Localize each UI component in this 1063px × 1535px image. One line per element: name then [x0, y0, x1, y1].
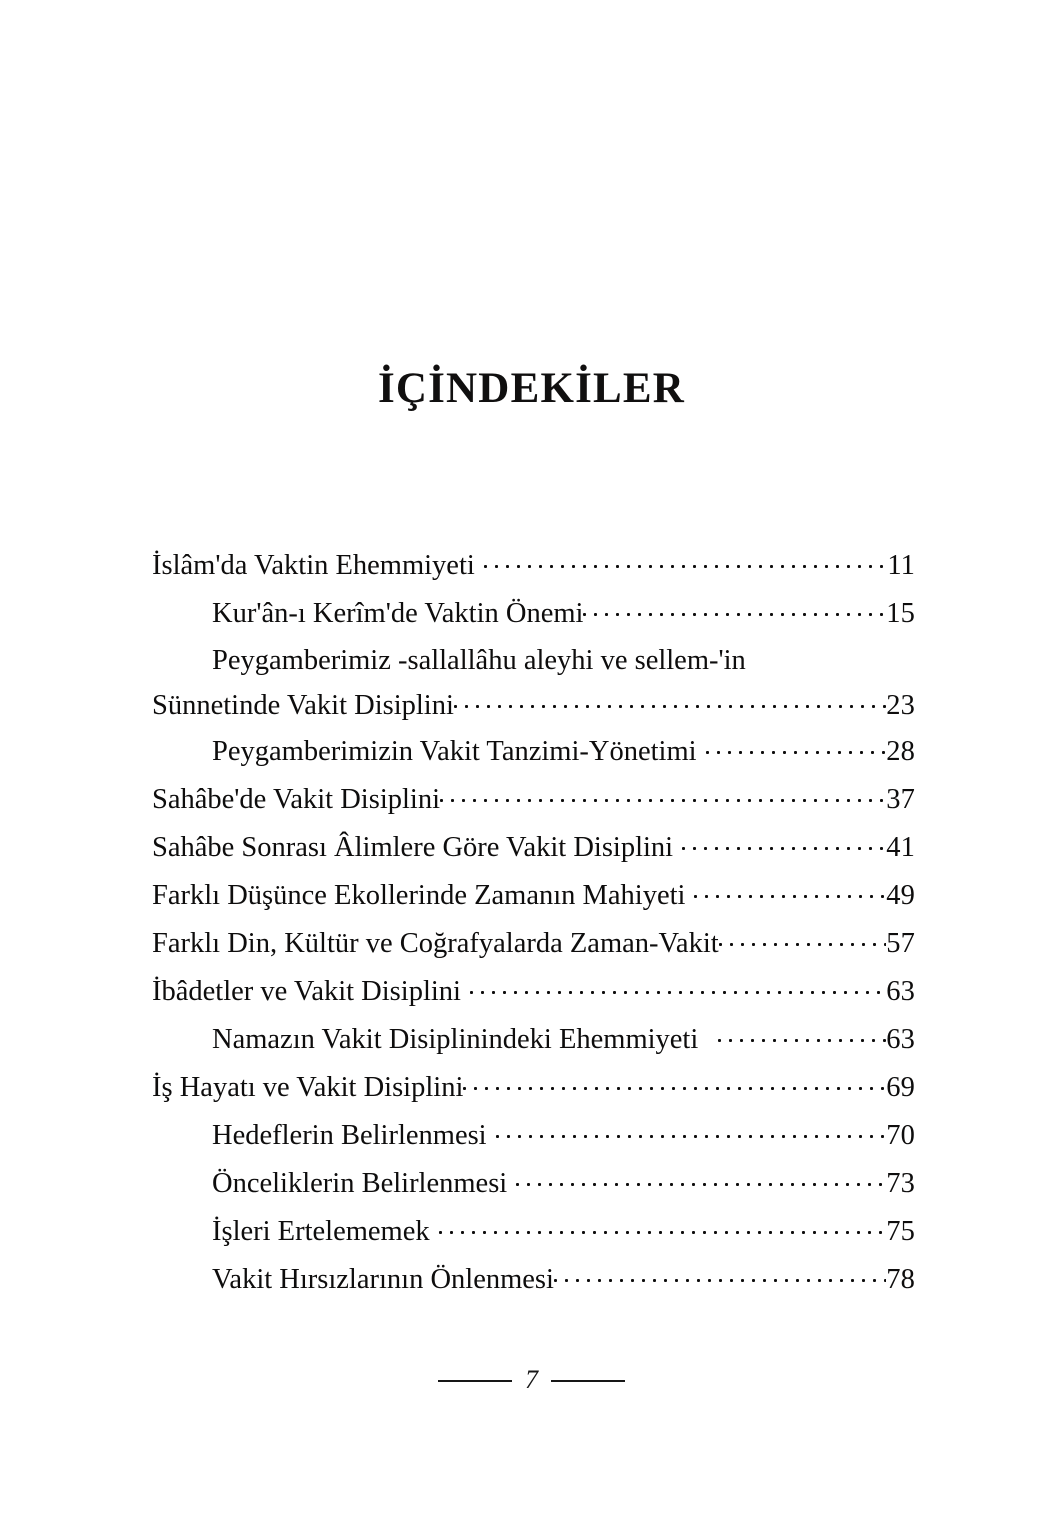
toc-entry[interactable]	[152, 638, 915, 728]
toc-entry[interactable]	[152, 968, 915, 1016]
dot-leader	[470, 972, 886, 1001]
toc-entry-page-number: 41	[886, 832, 915, 863]
toc-entry-page-number: 69	[886, 1072, 915, 1103]
toc-entry-label: Farklı Düşünce Ekollerinde Zamanın Mahiyeti	[152, 880, 686, 911]
dot-leader	[694, 876, 886, 905]
toc-entry-page-number: 37	[886, 784, 915, 815]
toc-entry-label: Önceliklerin Belirlenmesi	[212, 1168, 508, 1199]
toc-entry-label: Vakit Hırsızlarının Önlenmesi	[212, 1264, 554, 1295]
toc-entry[interactable]	[152, 1160, 915, 1208]
toc-entry[interactable]	[152, 872, 915, 920]
toc-entry[interactable]	[152, 920, 915, 968]
dot-leader	[554, 1260, 886, 1289]
toc-entry[interactable]	[152, 542, 915, 590]
toc-entry-page-number: 63	[886, 976, 915, 1007]
toc-entry[interactable]	[152, 1016, 915, 1064]
page-title: İÇİNDEKİLER	[377, 364, 686, 412]
toc-entry-page-number: 23	[886, 690, 915, 721]
dot-leader	[682, 828, 886, 857]
toc-entry-label-line-2: Sünnetinde Vakit Disiplini	[152, 690, 454, 721]
footer-rule-right	[551, 1380, 625, 1382]
dot-leader	[484, 546, 888, 575]
toc-entry-page-number: 57	[886, 928, 915, 959]
dot-leader	[706, 732, 887, 761]
dot-leader	[463, 1068, 886, 1097]
toc-entry-label: Kur'ân-ı Kerîm'de Vaktin Önemi	[212, 598, 584, 629]
toc-entry-label: Farklı Din, Kültür ve Coğrafyalarda Zaman-Vakit	[152, 928, 719, 959]
footer-rule-left	[438, 1380, 512, 1382]
toc-entry[interactable]	[152, 590, 915, 638]
toc-entry-label-line-1: Peygamberimiz -sallallâhu aleyhi ve sellem-'in	[212, 645, 746, 676]
toc-entry-page-number: 73	[886, 1168, 915, 1199]
toc-entry[interactable]	[152, 776, 915, 824]
table-of-contents	[152, 542, 915, 1304]
dot-leader	[454, 686, 886, 715]
toc-entry[interactable]	[152, 824, 915, 872]
toc-entry-label: İşleri Ertelememek	[212, 1216, 430, 1247]
dot-leader	[718, 1020, 886, 1049]
toc-entry-page-number: 70	[886, 1120, 915, 1151]
toc-entry-page-number: 11	[887, 550, 915, 581]
toc-entry[interactable]	[152, 1112, 915, 1160]
footer-page-number: 7	[525, 1365, 538, 1394]
dot-leader	[496, 1116, 887, 1145]
dot-leader	[440, 780, 886, 809]
toc-entry-label: Peygamberimizin Vakit Tanzimi-Yönetimi	[212, 736, 697, 767]
toc-entry-page-number: 75	[886, 1216, 915, 1247]
dot-leader	[439, 1212, 887, 1241]
toc-entry[interactable]	[152, 1256, 915, 1304]
toc-entry-label: Namazın Vakit Disiplinindeki Ehemmiyeti	[212, 1024, 699, 1055]
dot-leader	[719, 924, 887, 953]
page-footer	[0, 1365, 1063, 1394]
toc-entry-label: Sahâbe Sonrası Âlimlere Göre Vakit Disiplini	[152, 832, 674, 863]
toc-entry[interactable]	[152, 728, 915, 776]
toc-entry-continuation-line	[152, 683, 915, 728]
toc-entry-page-number: 15	[886, 598, 915, 629]
toc-entry-label: İslâm'da Vaktin Ehemmiyeti	[152, 550, 475, 581]
toc-entry-label: Hedeflerin Belirlenmesi	[212, 1120, 487, 1151]
toc-entry-page-number: 28	[886, 736, 915, 767]
dot-leader	[583, 594, 886, 623]
toc-entry-page-number: 78	[886, 1264, 915, 1295]
dot-leader	[516, 1164, 886, 1193]
toc-entry[interactable]	[152, 1208, 915, 1256]
toc-entry[interactable]	[152, 1064, 915, 1112]
toc-entry-label: İş Hayatı ve Vakit Disiplini	[152, 1072, 464, 1103]
toc-entry-page-number: 49	[886, 880, 915, 911]
toc-entry-label: İbâdetler ve Vakit Disiplini	[152, 976, 461, 1007]
toc-entry-page-number: 63	[886, 1024, 915, 1055]
toc-entry-label: Sahâbe'de Vakit Disiplini	[152, 784, 440, 815]
